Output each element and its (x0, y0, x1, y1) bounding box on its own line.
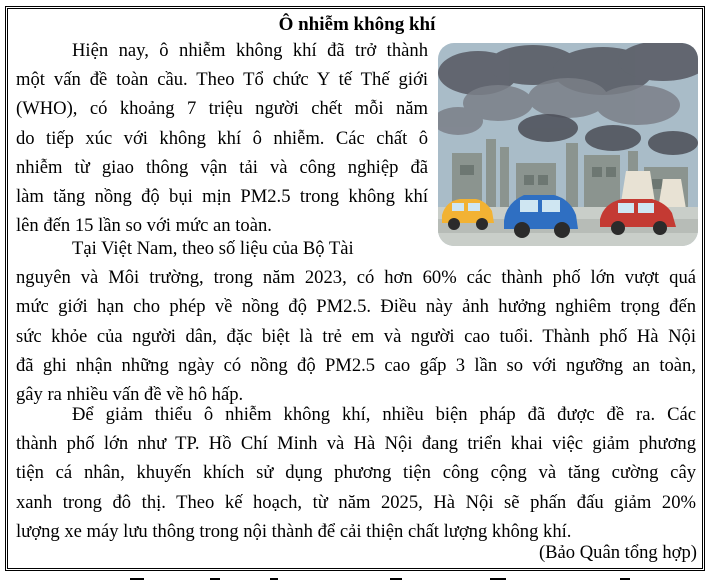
paragraph-3-line: xanh trong đô thị. Theo kế hoạch, từ năm 2025, Hà Nội sẽ phấn đấu giảm 20% (16, 491, 696, 513)
paragraph-2-line: mức giới hạn cho phép về nồng độ PM2.5. Điều này ảnh hưởng nghiêm trọng đến (16, 296, 696, 318)
article-title: Ô nhiễm không khí (278, 14, 436, 35)
paragraph-1-line: Hiện nay, ô nhiễm không khí đã trở thành (72, 40, 428, 61)
pollution-scene-icon (438, 43, 698, 246)
paragraph-2-line: nguyên và Môi trường, trong năm 2023, có hơn 60% các thành phố lớn vượt quá (16, 267, 696, 289)
paragraph-3-line: Để giảm thiểu ô nhiễm không khí, nhiều biện pháp đã được đề ra. Các (72, 404, 696, 425)
paragraph-1-line: do tiếp xúc với không khí ô nhiễm. Các chất ô (16, 127, 428, 149)
paragraph-2-line: đã ghi nhận những ngày có nồng độ PM2.5 cao gấp 3 lần so với ngưỡng an toàn, (16, 354, 696, 376)
paragraph-2-line: gây ra nhiều vấn đề về hô hấp. (16, 384, 244, 406)
paragraph-2 (16, 234, 696, 409)
paragraph-1-line: lên đến 15 lần so với mức an toàn. (16, 215, 272, 237)
factory-pollution-illustration (438, 43, 698, 246)
paragraph-2-line: sức khỏe của người dân, đặc biệt là trẻ em và người cao tuổi. Thành phố Hà Nội (16, 325, 696, 347)
paragraph-3-line: lượng xe máy lưu thông trong nội thành để cải thiện chất lượng không khí. (16, 520, 572, 542)
paragraph-1-line: (WHO), có khoảng 7 triệu người chết mỗi năm (16, 98, 428, 120)
paragraph-2-line: Tại Việt Nam, theo số liệu của Bộ Tài (72, 238, 354, 259)
clipped-next-line-fragment (100, 576, 660, 582)
paragraph-1-line: nhiễm từ giao thông vận tải và công nghiệp đã (16, 156, 428, 178)
paragraph-1-line: làm tăng nồng độ bụi mịn PM2.5 trong không khí (16, 186, 428, 208)
paragraph-3-line: tiện cá nhân, khuyến khích sử dụng phương tiện công cộng và tăng cường cây (16, 462, 696, 484)
paragraph-3 (16, 400, 696, 546)
paragraph-3-line: thành phố lớn như TP. Hồ Chí Minh và Hà Nội đang triển khai việc giảm phương (16, 433, 696, 455)
article-source: (Bảo Quân tổng hợp) (538, 542, 697, 563)
paragraph-1 (16, 36, 428, 240)
paragraph-1-line: một vấn đề toàn cầu. Theo Tổ chức Y tế Thế giới (16, 69, 428, 91)
